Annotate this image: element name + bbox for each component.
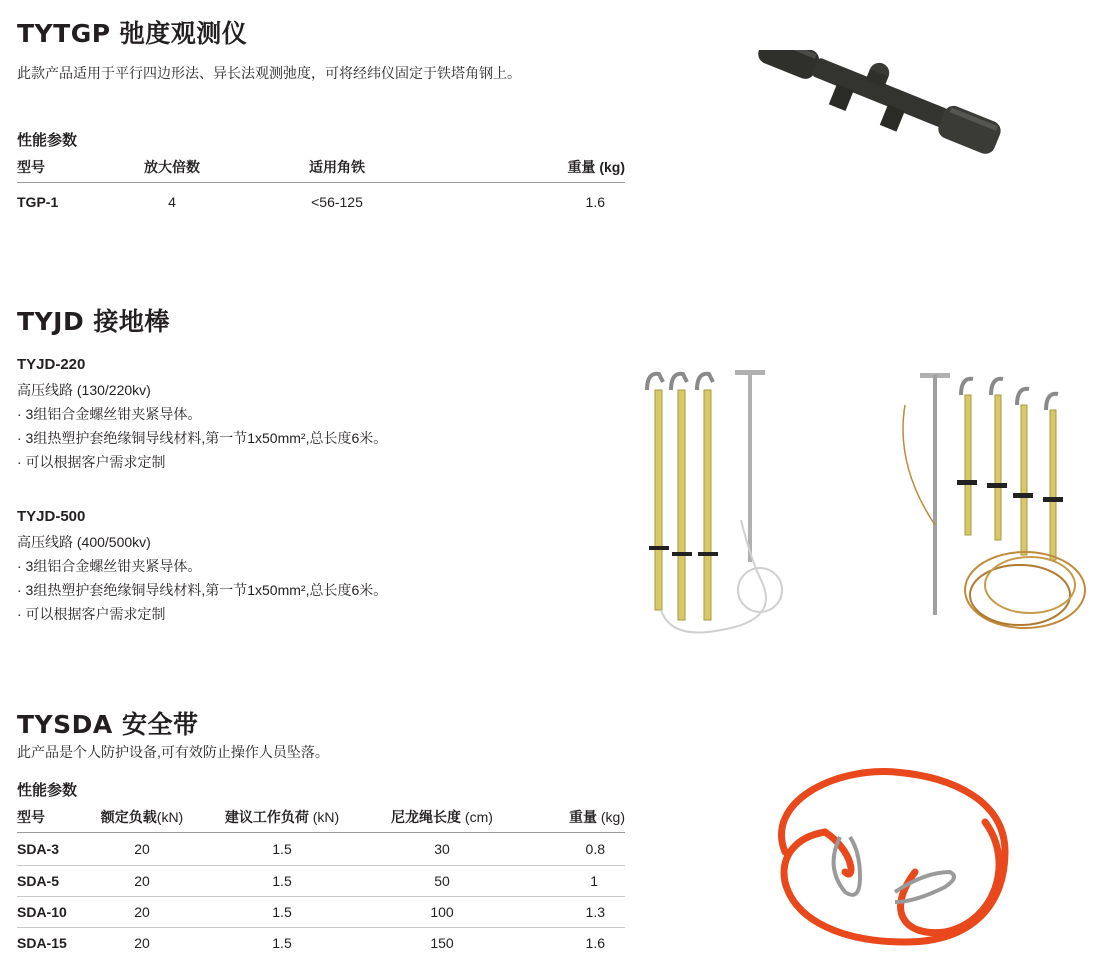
tysda-description: 此产品是个人防护设备,可有效防止操作人员坠落。	[17, 744, 329, 760]
list-item: · 3组热塑护套绝缘铜导线材料,第一节1x50mm²,总长度6米。	[17, 582, 388, 598]
list-item: · 可以根据客户需求定制	[17, 454, 166, 470]
table-header-row	[17, 152, 625, 183]
header-angle-iron: 适用角铁	[227, 152, 447, 183]
header-working-load: 建议工作负荷 (kN)	[197, 802, 367, 833]
cell-model: SDA-10	[17, 897, 87, 928]
header-model: 型号	[17, 802, 87, 833]
cell-angle-iron: <56-125	[311, 193, 363, 210]
table-row	[17, 183, 625, 221]
cell-weight: 1.3	[517, 897, 625, 928]
section-title-tysda: TYSDA 安全带	[17, 710, 199, 739]
list-item: · 3组铝合金螺丝钳夹紧导体。	[17, 406, 202, 422]
table-row	[17, 897, 625, 928]
model-name-tyjd-220: TYJD-220	[17, 356, 86, 373]
tytgp-description: 此款产品适用于平行四边形法、异长法观测弛度，可将经纬仪固定于铁塔角钢上。	[17, 65, 521, 81]
header-weight: 重量 (kg)	[517, 802, 625, 833]
cell-rope-length: 50	[367, 866, 517, 897]
header-rated-load: 额定负载(kN)	[87, 802, 197, 833]
cell-rated-load: 20	[134, 935, 150, 952]
cell-model: SDA-15	[17, 935, 67, 952]
cell-working-load: 1.5	[197, 897, 367, 928]
section-title-tyjd: TYJD 接地棒	[17, 307, 170, 336]
section-title-tytgp: TYTGP 弛度观测仪	[17, 19, 248, 48]
list-item: · 3组热塑护套绝缘铜导线材料,第一节1x50mm²,总长度6米。	[17, 430, 388, 446]
cell-working-load: 1.5	[197, 866, 367, 897]
table-row	[17, 928, 625, 959]
grounding-rod-image-500	[895, 365, 1095, 640]
cell-model: SDA-5	[17, 866, 87, 897]
cell-rated-load: 20	[87, 897, 197, 928]
list-item: · 可以根据客户需求定制	[17, 606, 166, 622]
table-row	[17, 866, 625, 897]
model-name-tyjd-500: TYJD-500	[17, 508, 86, 525]
cell-rope-length: 150	[430, 935, 454, 952]
cell-working-load: 1.5	[272, 935, 292, 952]
cell-rated-load: 20	[87, 866, 197, 897]
cell-weight: 0.8	[517, 833, 625, 866]
cell-rope-length: 100	[367, 897, 517, 928]
tysda-spec-table	[17, 802, 625, 959]
cell-model: SDA-3	[17, 833, 87, 866]
table-row	[17, 833, 625, 866]
tysda-spec-heading: 性能参数	[17, 782, 78, 799]
header-magnification: 放大倍数	[117, 152, 227, 183]
grounding-rod-image-220	[635, 360, 800, 645]
cell-rope-length: 30	[367, 833, 517, 866]
header-weight: 重量 (kg)	[447, 152, 625, 183]
safety-rope-image	[755, 762, 1025, 962]
tytgp-spec-heading: 性能参数	[17, 132, 78, 149]
cell-working-load: 1.5	[197, 833, 367, 866]
cell-weight: 1.6	[585, 935, 605, 952]
list-item: · 3组铝合金螺丝钳夹紧导体。	[17, 558, 202, 574]
header-model: 型号	[17, 152, 117, 183]
cell-model: TGP-1	[17, 193, 59, 210]
cell-magnification: 4	[168, 193, 176, 210]
tyjd-220-line: 高压线路 (130/220kv)	[17, 382, 151, 398]
sag-scope-image	[735, 50, 1015, 170]
cell-rated-load: 20	[87, 833, 197, 866]
tyjd-500-line: 高压线路 (400/500kv)	[17, 534, 151, 550]
table-header-row	[17, 802, 625, 833]
tytgp-spec-table	[17, 152, 625, 221]
cell-weight: 1	[517, 866, 625, 897]
header-rope-length: 尼龙绳长度 (cm)	[367, 802, 517, 833]
cell-weight: 1.6	[585, 193, 605, 210]
